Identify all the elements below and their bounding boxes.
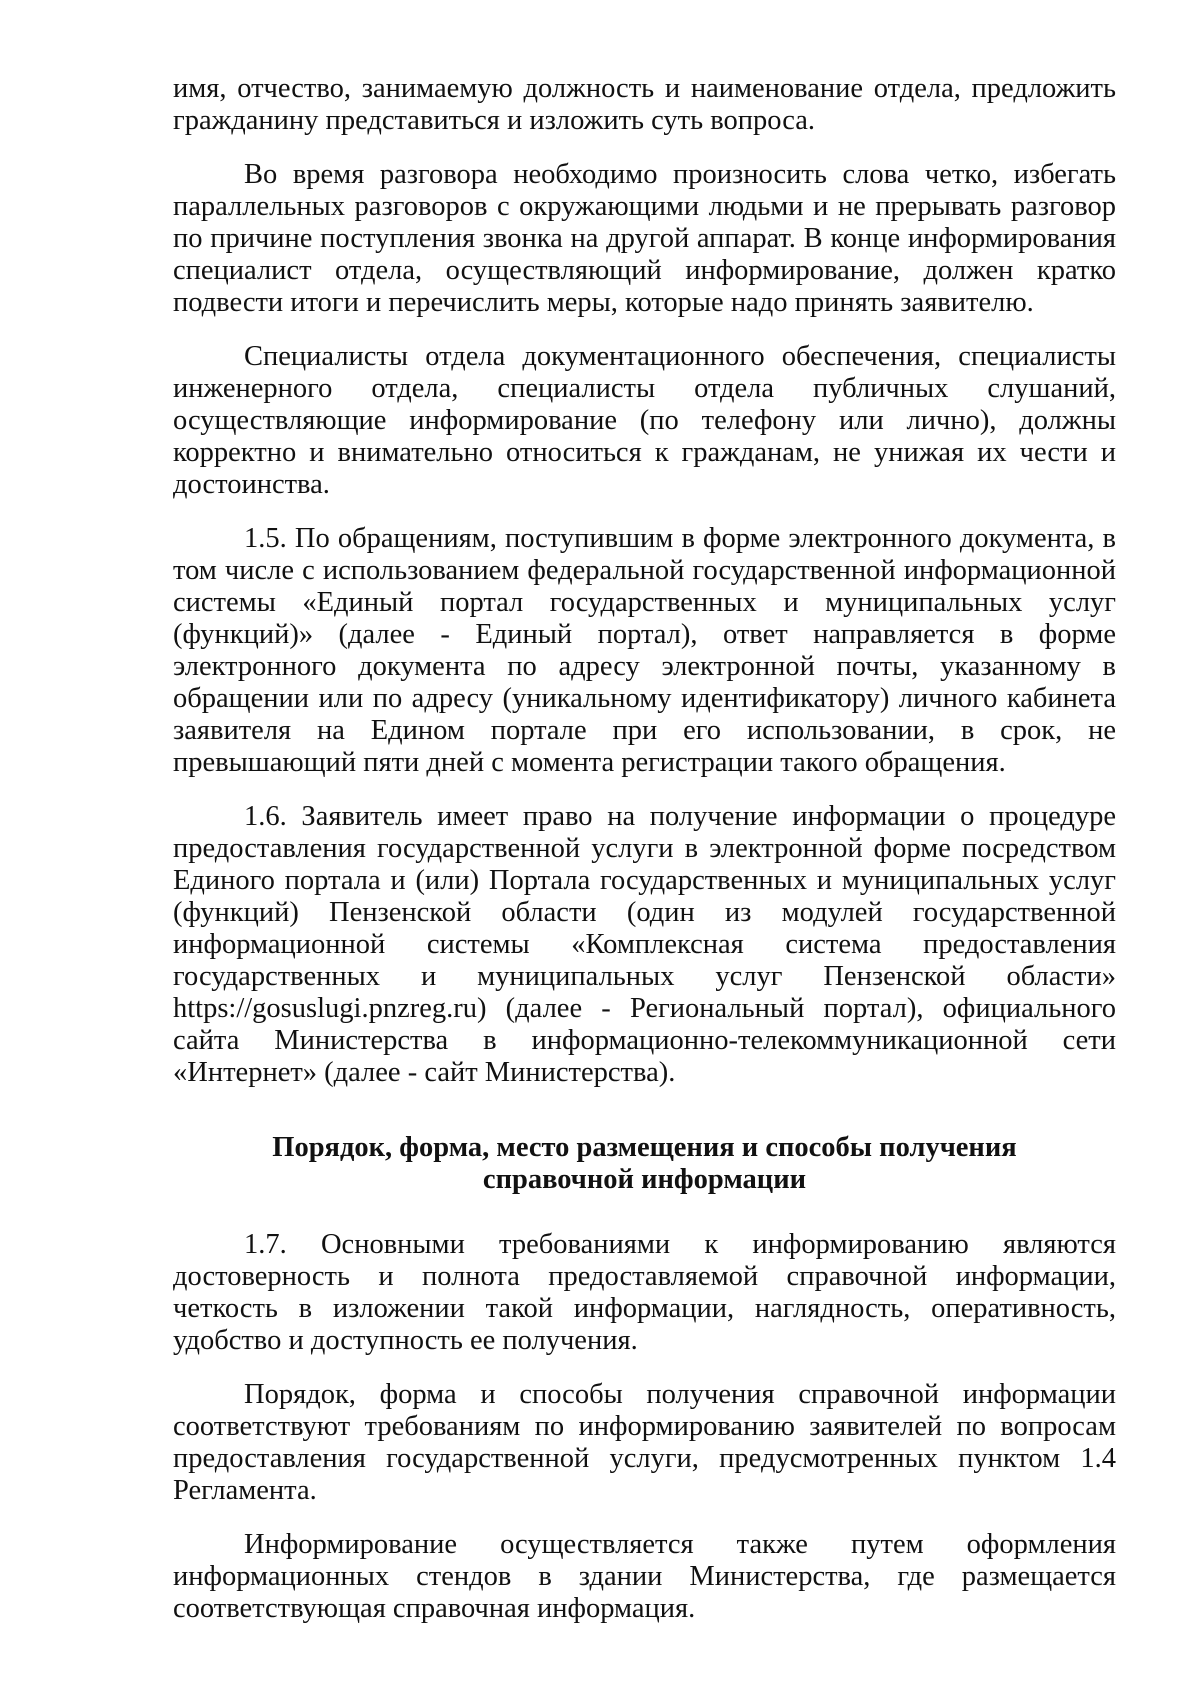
- paragraph: Специалисты отдела документационного обеспечения, специалисты инженерного отдела, специалисты отдела публичных слушаний, осуществляющие информирование (по телефону или лично), должны корректно и внимательно относиться к гражданам, не унижая их чести и достоинства.: [173, 341, 1116, 500]
- paragraph-1-5: 1.5. По обращениям, поступившим в форме электронного документа, в том числе с использованием федеральной государственной информационной системы «Единый портал государственных и муниципальных услуг (функций)» (далее - Единый портал), ответ направляется в форме электронного документа по адресу электронной почты, указанному в обращении или по адресу (уникальному идентификатору) личного кабинета заявителя на Едином портале при его использовании, в срок, не превышающий пяти дней с момента регистрации такого обращения.: [173, 523, 1116, 778]
- document-body: [173, 73, 1116, 1647]
- paragraph: Информирование осуществляется также путем оформления информационных стендов в здании Министерства, где размещается соответствующая справочная информация.: [173, 1529, 1116, 1624]
- section-heading-line2: справочной информации: [482, 1164, 807, 1195]
- section-heading-line1: Порядок, форма, место размещения и способы получения: [272, 1132, 1017, 1163]
- paragraph: имя, отчество, занимаемую должность и наименование отдела, предложить гражданину представиться и изложить суть вопроса.: [173, 73, 1116, 136]
- paragraph-1-6: 1.6. Заявитель имеет право на получение информации о процедуре предоставления государственной услуги в электронной форме посредством Единого портала и (или) Портала государственных и муниципальных услуг (функций) Пензенской области (один из модулей государственной информационной системы «Комплексная система предоставления государственных и муниципальных услуг Пензенской области» https://gosuslugi.pnzreg.ru) (далее - Региональный портал), официального сайта Министерства в информационно-телекоммуникационной сети «Интернет» (далее - сайт Министерства).: [173, 801, 1116, 1088]
- paragraph: Порядок, форма и способы получения справочной информации соответствуют требованиям по информированию заявителей по вопросам предоставления государственной услуги, предусмотренных пунктом 1.4 Регламента.: [173, 1379, 1116, 1506]
- paragraph-1-7: 1.7. Основными требованиями к информированию являются достоверность и полнота предоставляемой справочной информации, четкость в изложении такой информации, наглядность, оперативность, удобство и доступность ее получения.: [173, 1229, 1116, 1356]
- paragraph: Во время разговора необходимо произносить слова четко, избегать параллельных разговоров с окружающими людьми и не прерывать разговор по причине поступления звонка на другой аппарат. В конце информирования специалист отдела, осуществляющий информирование, должен кратко подвести итоги и перечислить меры, которые надо принять заявителю.: [173, 159, 1116, 318]
- section-heading: [173, 1132, 1116, 1196]
